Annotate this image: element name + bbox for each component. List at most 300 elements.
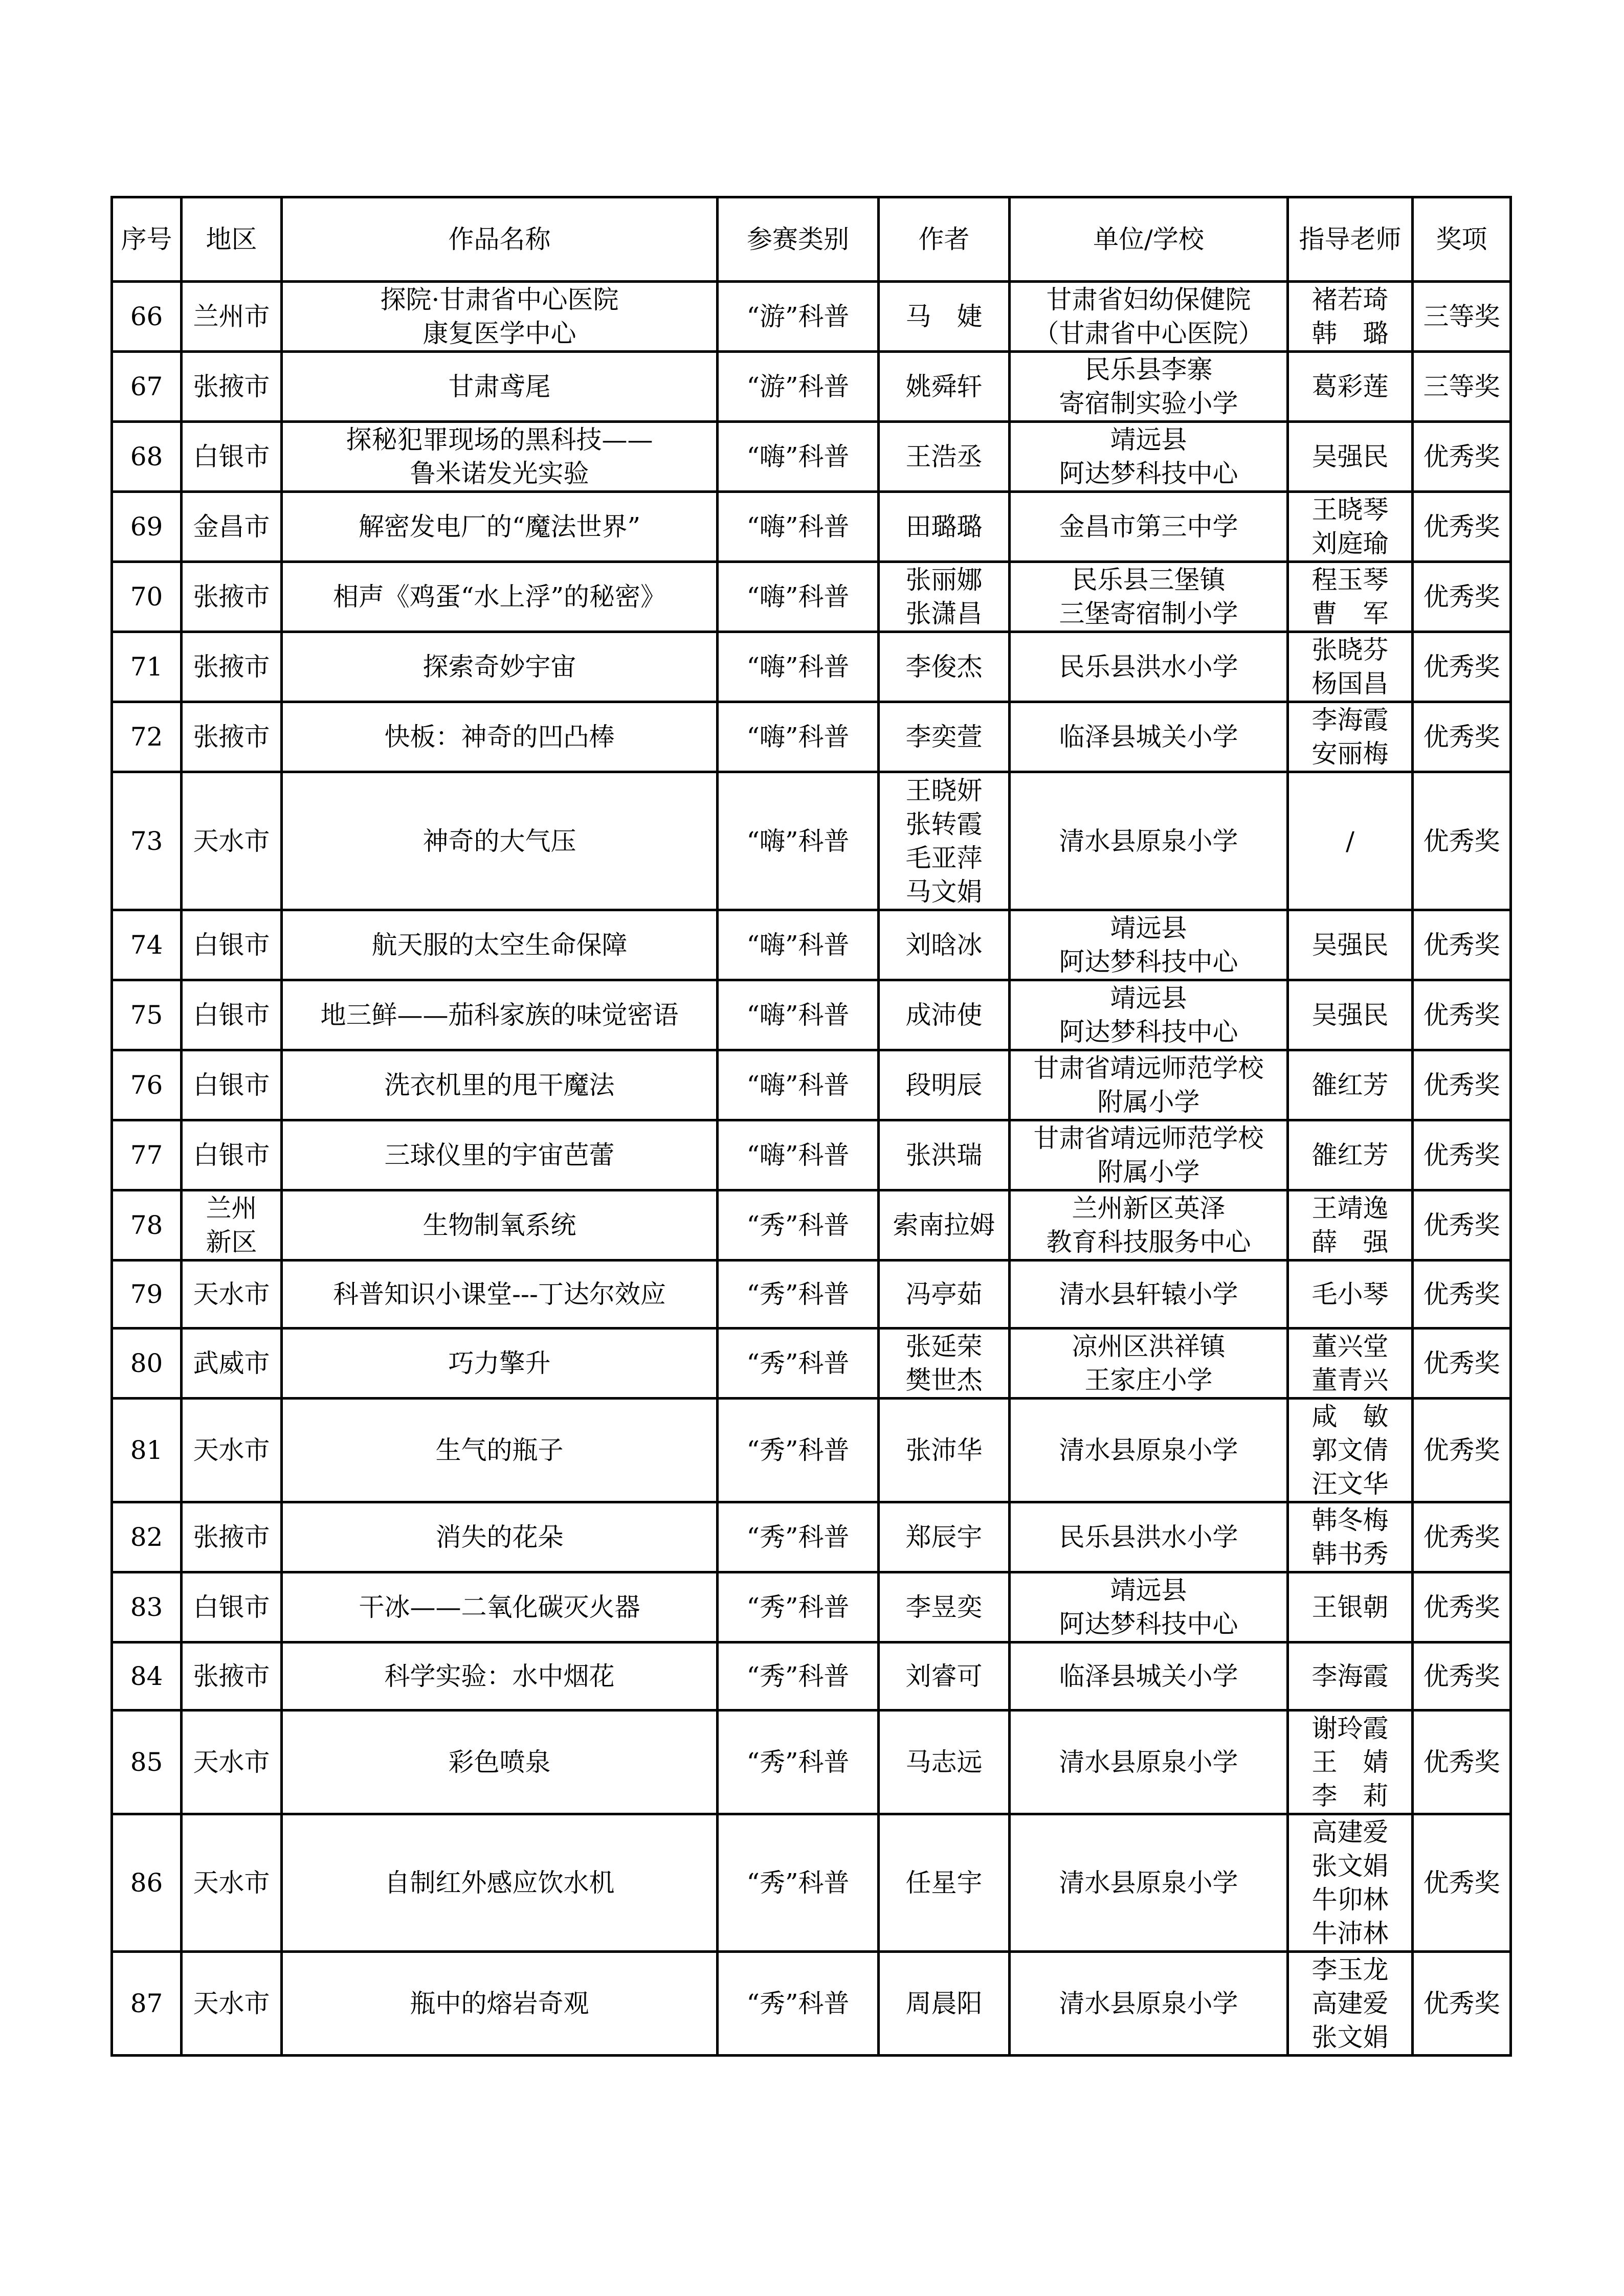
cell-work-title	[282, 1399, 718, 1502]
cell-work-title-line: 甘肃鸢尾	[448, 372, 551, 401]
cell-teacher-line: 张文娟	[1311, 1851, 1389, 1881]
cell-unit-school-line: 靖远县	[1110, 913, 1187, 943]
cell-unit-school	[1010, 702, 1288, 772]
cell-region	[182, 1642, 282, 1710]
cell-number: 77	[112, 1120, 182, 1190]
cell-region	[182, 1260, 282, 1329]
cell-category: “秀”科普	[718, 1190, 879, 1260]
cell-category: “嗨”科普	[718, 1120, 879, 1190]
cell-work-title	[282, 352, 718, 422]
cell-teacher-line: 吴强民	[1311, 930, 1389, 960]
table-row	[112, 632, 1511, 702]
cell-category: “嗨”科普	[718, 632, 879, 702]
cell-number: 66	[112, 282, 182, 352]
cell-teacher	[1288, 980, 1413, 1050]
cell-teacher	[1288, 772, 1413, 910]
header-author: 作者	[879, 197, 1010, 282]
cell-award: 优秀奖	[1413, 1952, 1511, 2056]
cell-unit-school-line: 阿达梦科技中心	[1059, 1609, 1238, 1639]
cell-unit-school	[1010, 980, 1288, 1050]
cell-teacher	[1288, 1190, 1413, 1260]
cell-region-line: 兰州	[206, 1194, 257, 1223]
cell-region-line: 天水市	[193, 1747, 270, 1777]
cell-unit-school-line: 民乐县洪水小学	[1059, 652, 1238, 682]
cell-author-line: 李奕萱	[905, 722, 983, 752]
cell-teacher	[1288, 1710, 1413, 1814]
cell-author	[879, 1050, 1010, 1120]
cell-work-title-line: 鲁米诺发光实验	[410, 459, 589, 488]
cell-region	[182, 1502, 282, 1572]
cell-work-title-line: 地三鲜——茄科家族的味觉密语	[320, 1000, 679, 1030]
table-row	[112, 562, 1511, 632]
cell-teacher	[1288, 1120, 1413, 1190]
cell-award: 优秀奖	[1413, 1329, 1511, 1399]
cell-teacher	[1288, 1399, 1413, 1502]
cell-teacher	[1288, 492, 1413, 562]
cell-work-title-line: 瓶中的熔岩奇观	[410, 1989, 589, 2018]
cell-author-line: 樊世杰	[905, 1365, 983, 1395]
cell-author-line: 毛亚萍	[905, 843, 983, 873]
cell-region-line: 兰州市	[193, 302, 270, 331]
cell-category: “游”科普	[718, 352, 879, 422]
cell-unit-school	[1010, 1710, 1288, 1814]
cell-category: “秀”科普	[718, 1572, 879, 1642]
cell-author	[879, 1329, 1010, 1399]
cell-work-title-line: 生物制氧系统	[422, 1210, 576, 1240]
cell-teacher-line: 李海霞	[1311, 705, 1389, 735]
cell-unit-school-line: 民乐县洪水小学	[1059, 1522, 1238, 1552]
cell-author	[879, 702, 1010, 772]
cell-work-title	[282, 910, 718, 980]
cell-unit-school-line: 阿达梦科技中心	[1059, 1017, 1238, 1047]
cell-region-line: 张掖市	[193, 1522, 270, 1552]
cell-unit-school-line: 临泽县城关小学	[1059, 1661, 1238, 1691]
cell-teacher	[1288, 1260, 1413, 1329]
cell-region-line: 金昌市	[193, 512, 270, 542]
cell-unit-school	[1010, 1190, 1288, 1260]
cell-unit-school-line: 民乐县三堡镇	[1072, 565, 1226, 595]
cell-number: 84	[112, 1642, 182, 1710]
cell-author-line: 张延荣	[905, 1332, 983, 1361]
cell-unit-school-line: （甘肃省中心医院）	[1033, 319, 1264, 348]
cell-work-title-line: 神奇的大气压	[422, 826, 576, 856]
cell-author-line: 马 婕	[905, 302, 983, 331]
cell-teacher	[1288, 562, 1413, 632]
cell-unit-school-line: 教育科技服务中心	[1046, 1227, 1251, 1257]
cell-category: “嗨”科普	[718, 562, 879, 632]
cell-region	[182, 492, 282, 562]
table-row	[112, 1502, 1511, 1572]
cell-work-title-line: 科普知识小课堂---丁达尔效应	[333, 1279, 666, 1309]
cell-author	[879, 562, 1010, 632]
cell-award: 优秀奖	[1413, 1572, 1511, 1642]
cell-unit-school-line: 三堡寄宿制小学	[1059, 599, 1238, 628]
header-teacher: 指导老师	[1288, 197, 1413, 282]
cell-unit-school	[1010, 492, 1288, 562]
cell-unit-school-line: 凉州区洪祥镇	[1072, 1332, 1226, 1361]
cell-number: 71	[112, 632, 182, 702]
cell-unit-school	[1010, 1502, 1288, 1572]
cell-region-line: 天水市	[193, 1989, 270, 2018]
cell-region-line: 白银市	[193, 930, 270, 960]
cell-unit-school-line: 清水县原泉小学	[1059, 1868, 1238, 1898]
cell-author-line: 冯亭茹	[905, 1279, 983, 1309]
cell-author-line: 郑辰宇	[905, 1522, 983, 1552]
table-row	[112, 1260, 1511, 1329]
cell-work-title	[282, 772, 718, 910]
cell-unit-school	[1010, 632, 1288, 702]
cell-region-line: 张掖市	[193, 652, 270, 682]
cell-teacher-line: 雒红芳	[1311, 1070, 1389, 1100]
cell-region-line: 白银市	[193, 1070, 270, 1100]
cell-teacher-line: 褚若琦	[1311, 285, 1389, 314]
cell-author	[879, 282, 1010, 352]
cell-author-line: 刘晗冰	[905, 930, 983, 960]
cell-teacher-line: 高建爱	[1311, 1817, 1389, 1847]
cell-region-line: 武威市	[193, 1348, 270, 1378]
cell-unit-school-line: 清水县轩辕小学	[1059, 1279, 1238, 1309]
table-header	[112, 197, 1511, 282]
cell-teacher	[1288, 352, 1413, 422]
cell-number: 75	[112, 980, 182, 1050]
cell-work-title	[282, 1710, 718, 1814]
cell-author	[879, 1399, 1010, 1502]
cell-unit-school-line: 临泽县城关小学	[1059, 722, 1238, 752]
cell-author	[879, 1642, 1010, 1710]
cell-unit-school-line: 甘肃省靖远师范学校	[1033, 1053, 1264, 1083]
table-row	[112, 1050, 1511, 1120]
cell-region-line: 白银市	[193, 442, 270, 471]
cell-author	[879, 1190, 1010, 1260]
cell-author	[879, 1710, 1010, 1814]
cell-region	[182, 352, 282, 422]
cell-award: 优秀奖	[1413, 1502, 1511, 1572]
cell-teacher-line: 董青兴	[1311, 1365, 1389, 1395]
cell-teacher-line: 吴强民	[1311, 1000, 1389, 1030]
cell-unit-school-line: 金昌市第三中学	[1059, 512, 1238, 542]
table-row	[112, 980, 1511, 1050]
header-work-title: 作品名称	[282, 197, 718, 282]
cell-author-line: 任星宇	[905, 1868, 983, 1898]
cell-author	[879, 632, 1010, 702]
table-row	[112, 1572, 1511, 1642]
cell-unit-school-line: 清水县原泉小学	[1059, 826, 1238, 856]
cell-number: 80	[112, 1329, 182, 1399]
cell-author-line: 马志远	[905, 1747, 983, 1777]
cell-award: 三等奖	[1413, 352, 1511, 422]
cell-teacher-line: 曹 军	[1311, 599, 1389, 628]
cell-unit-school-line: 寄宿制实验小学	[1059, 389, 1238, 418]
cell-unit-school-line: 靖远县	[1110, 1575, 1187, 1605]
cell-region-line: 白银市	[193, 1140, 270, 1170]
cell-work-title-line: 科学实验：水中烟花	[384, 1661, 615, 1691]
cell-unit-school	[1010, 422, 1288, 492]
cell-award: 优秀奖	[1413, 562, 1511, 632]
cell-category: “秀”科普	[718, 1952, 879, 2056]
cell-number: 87	[112, 1952, 182, 2056]
cell-author-line: 张丽娜	[905, 565, 983, 595]
cell-award: 优秀奖	[1413, 492, 1511, 562]
cell-region	[182, 772, 282, 910]
table-row	[112, 772, 1511, 910]
cell-unit-school	[1010, 910, 1288, 980]
cell-work-title-line: 快板：神奇的凹凸棒	[384, 722, 615, 752]
header-unit-school: 单位/学校	[1010, 197, 1288, 282]
cell-category: “嗨”科普	[718, 980, 879, 1050]
cell-number: 72	[112, 702, 182, 772]
cell-unit-school	[1010, 1399, 1288, 1502]
cell-author	[879, 422, 1010, 492]
cell-teacher	[1288, 1502, 1413, 1572]
cell-region-line: 天水市	[193, 1435, 270, 1465]
cell-teacher-line: 葛彩莲	[1311, 372, 1389, 401]
cell-teacher-line: 牛卯林	[1311, 1885, 1389, 1915]
cell-work-title-line: 探秘犯罪现场的黑科技——	[346, 425, 653, 455]
cell-region	[182, 562, 282, 632]
cell-teacher-line: 李 莉	[1311, 1781, 1389, 1811]
cell-work-title	[282, 1329, 718, 1399]
cell-award: 优秀奖	[1413, 1399, 1511, 1502]
cell-category: “嗨”科普	[718, 910, 879, 980]
cell-region-line: 张掖市	[193, 1661, 270, 1691]
cell-region	[182, 910, 282, 980]
cell-teacher-line: 谢玲霞	[1311, 1714, 1389, 1743]
cell-author	[879, 1260, 1010, 1329]
cell-region	[182, 632, 282, 702]
cell-teacher-line: 王晓琴	[1311, 495, 1389, 525]
cell-work-title	[282, 562, 718, 632]
cell-teacher	[1288, 702, 1413, 772]
cell-teacher-line: 安丽梅	[1311, 739, 1389, 769]
cell-region-line: 白银市	[193, 1000, 270, 1030]
cell-author	[879, 1502, 1010, 1572]
table-row	[112, 1710, 1511, 1814]
cell-teacher-line: /	[1346, 826, 1354, 856]
cell-number: 70	[112, 562, 182, 632]
cell-unit-school	[1010, 1952, 1288, 2056]
cell-category: “嗨”科普	[718, 492, 879, 562]
cell-work-title-line: 解密发电厂的“魔法世界”	[358, 512, 641, 542]
cell-teacher	[1288, 632, 1413, 702]
cell-teacher-line: 王 婧	[1311, 1747, 1389, 1777]
cell-unit-school-line: 清水县原泉小学	[1059, 1435, 1238, 1465]
cell-work-title	[282, 632, 718, 702]
cell-author-line: 成沛使	[905, 1000, 983, 1030]
cell-unit-school	[1010, 562, 1288, 632]
cell-unit-school-line: 民乐县李寨	[1084, 355, 1213, 385]
cell-work-title-line: 探院·甘肃省中心医院	[380, 285, 619, 314]
cell-unit-school-line: 阿达梦科技中心	[1059, 947, 1238, 977]
cell-author-line: 索南拉姆	[893, 1210, 995, 1240]
cell-region	[182, 282, 282, 352]
cell-region	[182, 980, 282, 1050]
cell-number: 68	[112, 422, 182, 492]
cell-teacher	[1288, 1329, 1413, 1399]
cell-unit-school	[1010, 1329, 1288, 1399]
cell-region	[182, 1814, 282, 1952]
cell-author	[879, 352, 1010, 422]
cell-region	[182, 1952, 282, 2056]
header-region: 地区	[182, 197, 282, 282]
cell-author-line: 周晨阳	[905, 1989, 983, 2018]
cell-teacher	[1288, 1572, 1413, 1642]
cell-author-line: 田璐璐	[905, 512, 983, 542]
cell-teacher-line: 咸 敏	[1311, 1402, 1389, 1431]
cell-unit-school-line: 阿达梦科技中心	[1059, 459, 1238, 488]
cell-work-title-line: 航天服的太空生命保障	[371, 930, 628, 960]
cell-teacher-line: 薛 强	[1311, 1227, 1389, 1257]
cell-work-title-line: 自制红外感应饮水机	[384, 1868, 615, 1898]
cell-award: 优秀奖	[1413, 1710, 1511, 1814]
cell-category: “秀”科普	[718, 1642, 879, 1710]
cell-unit-school	[1010, 1642, 1288, 1710]
cell-award: 优秀奖	[1413, 422, 1511, 492]
cell-category: “秀”科普	[718, 1329, 879, 1399]
cell-work-title	[282, 1190, 718, 1260]
cell-author-line: 张潇昌	[905, 599, 983, 628]
cell-unit-school-line: 附属小学	[1097, 1157, 1200, 1187]
award-table	[110, 196, 1512, 2057]
cell-number: 86	[112, 1814, 182, 1952]
cell-author-line: 王晓妍	[905, 775, 983, 805]
cell-work-title-line: 探索奇妙宇宙	[422, 652, 576, 682]
cell-region	[182, 1120, 282, 1190]
cell-unit-school	[1010, 1050, 1288, 1120]
cell-unit-school	[1010, 352, 1288, 422]
cell-category: “游”科普	[718, 282, 879, 352]
cell-award: 优秀奖	[1413, 1190, 1511, 1260]
cell-work-title	[282, 1814, 718, 1952]
cell-teacher-line: 张晓芬	[1311, 635, 1389, 665]
cell-teacher-line: 董兴堂	[1311, 1332, 1389, 1361]
cell-number: 83	[112, 1572, 182, 1642]
cell-number: 79	[112, 1260, 182, 1329]
cell-author	[879, 910, 1010, 980]
cell-teacher-line: 高建爱	[1311, 1989, 1389, 2018]
cell-region-line: 张掖市	[193, 582, 270, 612]
cell-teacher-line: 韩 璐	[1311, 319, 1389, 348]
cell-work-title	[282, 422, 718, 492]
cell-work-title	[282, 1260, 718, 1329]
cell-teacher	[1288, 910, 1413, 980]
cell-teacher-line: 韩冬梅	[1311, 1505, 1389, 1535]
cell-work-title-line: 生气的瓶子	[435, 1435, 564, 1465]
table-row	[112, 1329, 1511, 1399]
cell-unit-school	[1010, 1814, 1288, 1952]
cell-author-line: 王浩丞	[905, 442, 983, 471]
cell-teacher	[1288, 1814, 1413, 1952]
cell-region-line: 张掖市	[193, 722, 270, 752]
cell-unit-school	[1010, 1260, 1288, 1329]
cell-category: “秀”科普	[718, 1814, 879, 1952]
cell-author-line: 李昱奕	[905, 1592, 983, 1622]
cell-unit-school-line: 王家庄小学	[1084, 1365, 1213, 1395]
cell-award: 优秀奖	[1413, 1260, 1511, 1329]
cell-teacher-line: 李海霞	[1311, 1661, 1389, 1691]
cell-award: 优秀奖	[1413, 702, 1511, 772]
table-row	[112, 492, 1511, 562]
cell-category: “嗨”科普	[718, 1050, 879, 1120]
cell-teacher	[1288, 1642, 1413, 1710]
cell-region	[182, 702, 282, 772]
cell-work-title-line: 干冰——二氧化碳灭火器	[359, 1592, 640, 1622]
cell-teacher	[1288, 422, 1413, 492]
table-row	[112, 910, 1511, 980]
cell-teacher-line: 吴强民	[1311, 442, 1389, 471]
cell-number: 74	[112, 910, 182, 980]
cell-teacher-line: 杨国昌	[1311, 669, 1389, 699]
cell-category: “秀”科普	[718, 1260, 879, 1329]
cell-award: 优秀奖	[1413, 980, 1511, 1050]
cell-award: 三等奖	[1413, 282, 1511, 352]
cell-teacher-line: 韩书秀	[1311, 1539, 1389, 1569]
cell-work-title-line: 康复医学中心	[422, 319, 576, 348]
cell-work-title	[282, 1050, 718, 1120]
cell-author-line: 张沛华	[905, 1435, 983, 1465]
table-row	[112, 702, 1511, 772]
cell-teacher-line: 程玉琴	[1311, 565, 1389, 595]
cell-author	[879, 492, 1010, 562]
cell-work-title-line: 洗衣机里的甩干魔法	[384, 1070, 615, 1100]
table-row	[112, 1399, 1511, 1502]
cell-category: “嗨”科普	[718, 772, 879, 910]
cell-number: 67	[112, 352, 182, 422]
cell-teacher	[1288, 282, 1413, 352]
cell-region-line: 天水市	[193, 826, 270, 856]
cell-teacher-line: 牛沛林	[1311, 1919, 1389, 1948]
cell-award: 优秀奖	[1413, 1642, 1511, 1710]
cell-category: “嗨”科普	[718, 422, 879, 492]
cell-work-title	[282, 980, 718, 1050]
cell-unit-school-line: 靖远县	[1110, 983, 1187, 1013]
cell-category: “秀”科普	[718, 1710, 879, 1814]
cell-author	[879, 1814, 1010, 1952]
cell-region-line: 新区	[206, 1227, 257, 1257]
cell-region	[182, 1710, 282, 1814]
cell-unit-school-line: 清水县原泉小学	[1059, 1989, 1238, 2018]
cell-category: “秀”科普	[718, 1502, 879, 1572]
cell-region-line: 张掖市	[193, 372, 270, 401]
table-row	[112, 1642, 1511, 1710]
cell-region	[182, 1329, 282, 1399]
cell-author-line: 李俊杰	[905, 652, 983, 682]
table-row	[112, 1814, 1511, 1952]
header-award: 奖项	[1413, 197, 1511, 282]
cell-award: 优秀奖	[1413, 632, 1511, 702]
cell-work-title-line: 巧力擎升	[448, 1348, 551, 1378]
cell-work-title	[282, 702, 718, 772]
cell-award: 优秀奖	[1413, 1120, 1511, 1190]
cell-author	[879, 980, 1010, 1050]
cell-author-line: 刘睿可	[905, 1661, 983, 1691]
cell-teacher-line: 李玉龙	[1311, 1955, 1389, 1985]
cell-teacher-line: 王靖逸	[1311, 1194, 1389, 1223]
cell-unit-school-line: 附属小学	[1097, 1087, 1200, 1117]
cell-number: 85	[112, 1710, 182, 1814]
cell-number: 69	[112, 492, 182, 562]
cell-number: 76	[112, 1050, 182, 1120]
header-number: 序号	[112, 197, 182, 282]
cell-teacher-line: 张文娟	[1311, 2022, 1389, 2052]
cell-author-line: 张洪瑞	[905, 1140, 983, 1170]
cell-category: “秀”科普	[718, 1399, 879, 1502]
cell-unit-school-line: 甘肃省妇幼保健院	[1046, 285, 1251, 314]
cell-author-line: 马文娟	[905, 876, 983, 907]
cell-teacher	[1288, 1050, 1413, 1120]
cell-number: 81	[112, 1399, 182, 1502]
cell-region	[182, 1190, 282, 1260]
cell-author-line: 张转霞	[905, 809, 983, 839]
